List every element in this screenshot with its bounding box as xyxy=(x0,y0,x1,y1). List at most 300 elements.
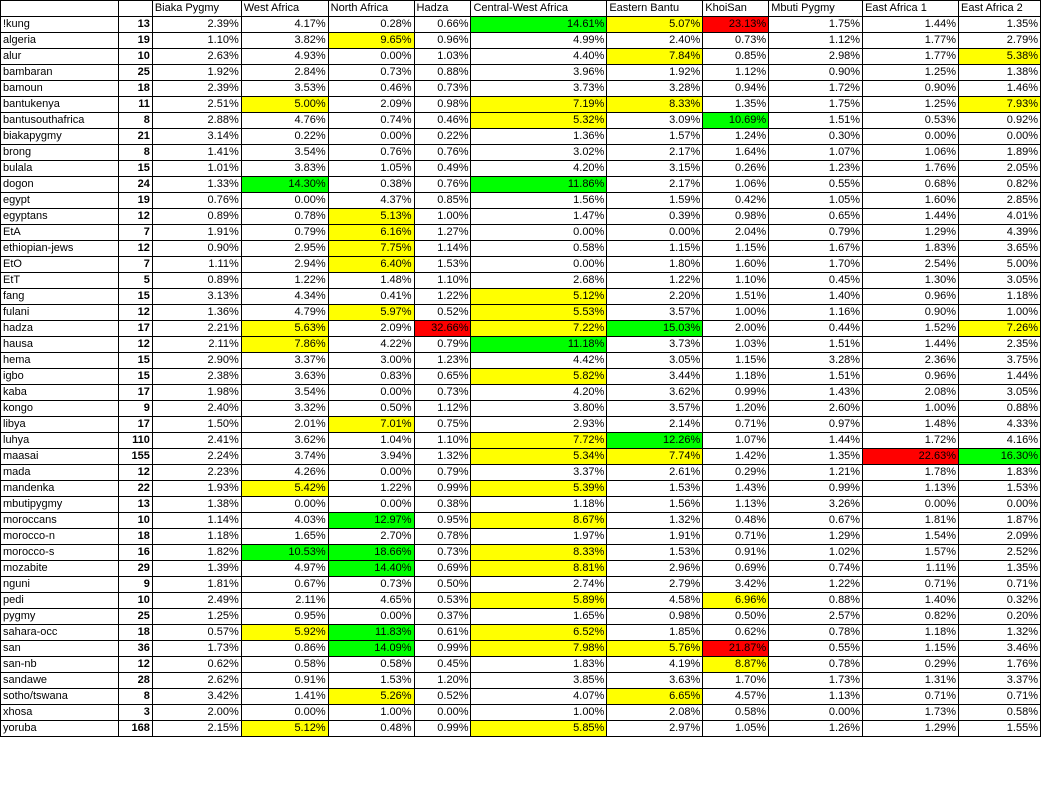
percentage-cell: 0.74% xyxy=(769,561,863,577)
percentage-cell: 1.13% xyxy=(769,689,863,705)
percentage-cell: 8.81% xyxy=(471,561,607,577)
population-name-cell: mozabite xyxy=(1,561,119,577)
percentage-cell: 0.00% xyxy=(769,705,863,721)
percentage-cell: 2.15% xyxy=(152,721,241,737)
percentage-cell: 2.41% xyxy=(152,433,241,449)
percentage-cell: 1.85% xyxy=(607,625,703,641)
percentage-cell: 1.77% xyxy=(863,49,959,65)
percentage-cell: 2.40% xyxy=(607,33,703,49)
percentage-cell: 1.73% xyxy=(769,673,863,689)
percentage-cell: 22.63% xyxy=(863,449,959,465)
table-row xyxy=(1,529,1041,545)
population-name-cell: EtO xyxy=(1,257,119,273)
percentage-cell: 2.08% xyxy=(607,705,703,721)
population-name-cell: nguni xyxy=(1,577,119,593)
percentage-cell: 2.24% xyxy=(152,449,241,465)
sample-count-cell: 11 xyxy=(118,97,152,113)
percentage-cell: 0.98% xyxy=(414,97,471,113)
percentage-cell: 0.74% xyxy=(328,113,414,129)
sample-count-cell: 18 xyxy=(118,529,152,545)
percentage-cell: 5.97% xyxy=(328,305,414,321)
percentage-cell: 1.10% xyxy=(152,33,241,49)
percentage-cell: 0.73% xyxy=(414,81,471,97)
percentage-cell: 2.61% xyxy=(607,465,703,481)
sample-count-cell: 9 xyxy=(118,401,152,417)
table-row xyxy=(1,561,1041,577)
population-name-cell: san-nb xyxy=(1,657,119,673)
percentage-cell: 0.97% xyxy=(769,417,863,433)
percentage-cell: 1.33% xyxy=(152,177,241,193)
percentage-cell: 0.00% xyxy=(414,705,471,721)
percentage-cell: 1.65% xyxy=(241,529,328,545)
table-row xyxy=(1,369,1041,385)
population-name-cell: EtT xyxy=(1,273,119,289)
population-name-cell: maasai xyxy=(1,449,119,465)
population-name-cell: kaba xyxy=(1,385,119,401)
percentage-cell: 0.73% xyxy=(414,385,471,401)
percentage-cell: 4.79% xyxy=(241,305,328,321)
percentage-cell: 1.11% xyxy=(863,561,959,577)
percentage-cell: 4.97% xyxy=(241,561,328,577)
percentage-cell: 0.78% xyxy=(241,209,328,225)
percentage-cell: 0.49% xyxy=(414,161,471,177)
percentage-cell: 5.13% xyxy=(328,209,414,225)
percentage-cell: 1.91% xyxy=(152,225,241,241)
percentage-cell: 0.62% xyxy=(152,657,241,673)
percentage-cell: 1.44% xyxy=(769,433,863,449)
percentage-cell: 0.82% xyxy=(958,177,1040,193)
table-row xyxy=(1,465,1041,481)
percentage-cell: 1.00% xyxy=(703,305,769,321)
sample-count-cell: 12 xyxy=(118,465,152,481)
header-west-africa: West Africa xyxy=(241,1,328,17)
percentage-cell: 8.33% xyxy=(471,545,607,561)
population-name-cell: morocco-n xyxy=(1,529,119,545)
percentage-cell: 1.11% xyxy=(152,257,241,273)
percentage-cell: 0.99% xyxy=(703,385,769,401)
table-row xyxy=(1,209,1041,225)
percentage-cell: 7.86% xyxy=(241,337,328,353)
percentage-cell: 2.01% xyxy=(241,417,328,433)
percentage-cell: 0.00% xyxy=(241,193,328,209)
percentage-cell: 0.00% xyxy=(328,609,414,625)
percentage-cell: 1.44% xyxy=(863,209,959,225)
percentage-cell: 1.25% xyxy=(152,609,241,625)
table-row xyxy=(1,513,1041,529)
percentage-cell: 3.32% xyxy=(241,401,328,417)
table-row xyxy=(1,641,1041,657)
population-name-cell: dogon xyxy=(1,177,119,193)
population-name-cell: bantukenya xyxy=(1,97,119,113)
percentage-cell: 1.53% xyxy=(607,545,703,561)
table-row xyxy=(1,161,1041,177)
sample-count-cell: 5 xyxy=(118,273,152,289)
header-east-africa-2: East Africa 2 xyxy=(958,1,1040,17)
sample-count-cell: 15 xyxy=(118,353,152,369)
percentage-cell: 7.19% xyxy=(471,97,607,113)
percentage-cell: 1.27% xyxy=(414,225,471,241)
percentage-cell: 3.94% xyxy=(328,449,414,465)
percentage-cell: 3.09% xyxy=(607,113,703,129)
percentage-cell: 1.01% xyxy=(152,161,241,177)
table-row xyxy=(1,17,1041,33)
percentage-cell: 1.22% xyxy=(241,273,328,289)
percentage-cell: 1.18% xyxy=(863,625,959,641)
percentage-cell: 0.45% xyxy=(769,273,863,289)
table-row xyxy=(1,689,1041,705)
percentage-cell: 4.93% xyxy=(241,49,328,65)
percentage-cell: 2.63% xyxy=(152,49,241,65)
sample-count-cell: 22 xyxy=(118,481,152,497)
percentage-cell: 1.75% xyxy=(769,97,863,113)
percentage-cell: 1.29% xyxy=(863,721,959,737)
percentage-cell: 3.37% xyxy=(958,673,1040,689)
percentage-cell: 5.34% xyxy=(471,449,607,465)
percentage-cell: 12.97% xyxy=(328,513,414,529)
sample-count-cell: 18 xyxy=(118,81,152,97)
percentage-cell: 1.92% xyxy=(152,65,241,81)
percentage-cell: 0.76% xyxy=(414,145,471,161)
percentage-cell: 1.06% xyxy=(863,145,959,161)
percentage-cell: 1.51% xyxy=(769,337,863,353)
percentage-cell: 0.67% xyxy=(241,577,328,593)
population-name-cell: ethiopian-jews xyxy=(1,241,119,257)
percentage-cell: 1.05% xyxy=(328,161,414,177)
percentage-cell: 0.55% xyxy=(769,641,863,657)
percentage-cell: 1.29% xyxy=(863,225,959,241)
percentage-cell: 3.00% xyxy=(328,353,414,369)
percentage-cell: 0.38% xyxy=(414,497,471,513)
percentage-cell: 2.20% xyxy=(607,289,703,305)
percentage-cell: 0.85% xyxy=(703,49,769,65)
population-name-cell: bantusouthafrica xyxy=(1,113,119,129)
percentage-cell: 0.67% xyxy=(769,513,863,529)
percentage-cell: 3.26% xyxy=(769,497,863,513)
percentage-cell: 14.61% xyxy=(471,17,607,33)
percentage-cell: 2.11% xyxy=(241,593,328,609)
percentage-cell: 7.72% xyxy=(471,433,607,449)
percentage-cell: 5.76% xyxy=(607,641,703,657)
percentage-cell: 1.70% xyxy=(769,257,863,273)
percentage-cell: 4.99% xyxy=(471,33,607,49)
percentage-cell: 0.68% xyxy=(863,177,959,193)
percentage-cell: 2.79% xyxy=(607,577,703,593)
percentage-cell: 1.93% xyxy=(152,481,241,497)
header-eastern-bantu: Eastern Bantu xyxy=(607,1,703,17)
header-cell-name xyxy=(1,1,119,17)
percentage-cell: 1.60% xyxy=(703,257,769,273)
percentage-cell: 2.17% xyxy=(607,145,703,161)
percentage-cell: 0.00% xyxy=(328,497,414,513)
percentage-cell: 4.07% xyxy=(471,689,607,705)
table-row xyxy=(1,129,1041,145)
percentage-cell: 0.71% xyxy=(703,529,769,545)
population-name-cell: brong xyxy=(1,145,119,161)
percentage-cell: 5.07% xyxy=(607,17,703,33)
table-row xyxy=(1,593,1041,609)
percentage-cell: 1.60% xyxy=(863,193,959,209)
percentage-cell: 1.23% xyxy=(769,161,863,177)
percentage-cell: 3.14% xyxy=(152,129,241,145)
percentage-cell: 5.85% xyxy=(471,721,607,737)
percentage-cell: 0.45% xyxy=(414,657,471,673)
percentage-cell: 5.39% xyxy=(471,481,607,497)
percentage-cell: 1.39% xyxy=(152,561,241,577)
percentage-cell: 2.98% xyxy=(769,49,863,65)
percentage-cell: 0.88% xyxy=(414,65,471,81)
percentage-cell: 5.89% xyxy=(471,593,607,609)
percentage-cell: 0.28% xyxy=(328,17,414,33)
percentage-cell: 3.82% xyxy=(241,33,328,49)
percentage-cell: 2.68% xyxy=(471,273,607,289)
sample-count-cell: 18 xyxy=(118,625,152,641)
percentage-cell: 5.38% xyxy=(958,49,1040,65)
percentage-cell: 7.22% xyxy=(471,321,607,337)
percentage-cell: 0.95% xyxy=(414,513,471,529)
percentage-cell: 1.97% xyxy=(471,529,607,545)
percentage-cell: 0.99% xyxy=(414,641,471,657)
percentage-cell: 1.00% xyxy=(958,305,1040,321)
percentage-cell: 1.25% xyxy=(863,97,959,113)
percentage-cell: 8.67% xyxy=(471,513,607,529)
sample-count-cell: 15 xyxy=(118,369,152,385)
percentage-cell: 1.12% xyxy=(414,401,471,417)
percentage-cell: 2.79% xyxy=(958,33,1040,49)
percentage-cell: 1.03% xyxy=(703,337,769,353)
percentage-cell: 0.30% xyxy=(769,129,863,145)
sample-count-cell: 10 xyxy=(118,593,152,609)
percentage-cell: 0.99% xyxy=(414,721,471,737)
percentage-cell: 1.16% xyxy=(769,305,863,321)
percentage-cell: 5.42% xyxy=(241,481,328,497)
percentage-cell: 1.15% xyxy=(863,641,959,657)
percentage-cell: 0.20% xyxy=(958,609,1040,625)
percentage-cell: 1.21% xyxy=(769,465,863,481)
percentage-cell: 0.50% xyxy=(328,401,414,417)
percentage-cell: 0.95% xyxy=(241,609,328,625)
percentage-cell: 1.00% xyxy=(863,401,959,417)
percentage-cell: 0.22% xyxy=(241,129,328,145)
percentage-cell: 0.98% xyxy=(607,609,703,625)
percentage-cell: 1.83% xyxy=(863,241,959,257)
percentage-cell: 1.80% xyxy=(607,257,703,273)
percentage-cell: 0.50% xyxy=(414,577,471,593)
sample-count-cell: 13 xyxy=(118,497,152,513)
percentage-cell: 5.12% xyxy=(241,721,328,737)
percentage-cell: 0.46% xyxy=(414,113,471,129)
percentage-cell: 0.57% xyxy=(152,625,241,641)
percentage-cell: 2.52% xyxy=(958,545,1040,561)
percentage-cell: 0.53% xyxy=(863,113,959,129)
percentage-cell: 0.00% xyxy=(863,497,959,513)
percentage-cell: 0.46% xyxy=(328,81,414,97)
percentage-cell: 1.82% xyxy=(152,545,241,561)
header-cell-count xyxy=(118,1,152,17)
percentage-cell: 1.14% xyxy=(152,513,241,529)
table-row xyxy=(1,321,1041,337)
percentage-cell: 2.08% xyxy=(863,385,959,401)
percentage-cell: 2.49% xyxy=(152,593,241,609)
percentage-cell: 1.20% xyxy=(414,673,471,689)
percentage-cell: 11.86% xyxy=(471,177,607,193)
percentage-cell: 16.30% xyxy=(958,449,1040,465)
percentage-cell: 2.84% xyxy=(241,65,328,81)
header-biaka-pygmy: Biaka Pygmy xyxy=(152,1,241,17)
percentage-cell: 0.71% xyxy=(958,577,1040,593)
population-name-cell: egypt xyxy=(1,193,119,209)
percentage-cell: 1.18% xyxy=(703,369,769,385)
percentage-cell: 0.00% xyxy=(958,497,1040,513)
percentage-cell: 18.66% xyxy=(328,545,414,561)
percentage-cell: 0.29% xyxy=(863,657,959,673)
percentage-cell: 1.92% xyxy=(607,65,703,81)
header-hadza: Hadza xyxy=(414,1,471,17)
population-name-cell: bamoun xyxy=(1,81,119,97)
percentage-cell: 1.53% xyxy=(958,481,1040,497)
percentage-cell: 3.42% xyxy=(152,689,241,705)
percentage-cell: 3.54% xyxy=(241,385,328,401)
header-mbuti-pygmy: Mbuti Pygmy xyxy=(769,1,863,17)
percentage-cell: 0.38% xyxy=(328,177,414,193)
percentage-cell: 0.73% xyxy=(328,65,414,81)
percentage-cell: 1.23% xyxy=(414,353,471,369)
percentage-cell: 0.00% xyxy=(328,129,414,145)
percentage-cell: 1.22% xyxy=(328,481,414,497)
sample-count-cell: 19 xyxy=(118,33,152,49)
percentage-cell: 0.00% xyxy=(958,129,1040,145)
percentage-cell: 1.24% xyxy=(703,129,769,145)
percentage-cell: 4.76% xyxy=(241,113,328,129)
percentage-cell: 1.20% xyxy=(703,401,769,417)
percentage-cell: 0.71% xyxy=(958,689,1040,705)
percentage-cell: 1.59% xyxy=(607,193,703,209)
percentage-cell: 1.56% xyxy=(607,497,703,513)
percentage-cell: 2.14% xyxy=(607,417,703,433)
percentage-cell: 1.15% xyxy=(703,353,769,369)
percentage-cell: 0.58% xyxy=(958,705,1040,721)
percentage-cell: 3.15% xyxy=(607,161,703,177)
population-name-cell: libya xyxy=(1,417,119,433)
percentage-cell: 0.75% xyxy=(414,417,471,433)
percentage-cell: 1.81% xyxy=(152,577,241,593)
percentage-cell: 1.02% xyxy=(769,545,863,561)
sample-count-cell: 8 xyxy=(118,689,152,705)
table-row xyxy=(1,417,1041,433)
percentage-cell: 2.94% xyxy=(241,257,328,273)
population-name-cell: sahara-occ xyxy=(1,625,119,641)
population-name-cell: biakapygmy xyxy=(1,129,119,145)
percentage-cell: 0.88% xyxy=(769,593,863,609)
percentage-cell: 0.26% xyxy=(703,161,769,177)
percentage-cell: 0.32% xyxy=(958,593,1040,609)
percentage-cell: 1.15% xyxy=(607,241,703,257)
sample-count-cell: 8 xyxy=(118,145,152,161)
percentage-cell: 1.83% xyxy=(471,657,607,673)
percentage-cell: 2.39% xyxy=(152,81,241,97)
percentage-cell: 2.93% xyxy=(471,417,607,433)
percentage-cell: 0.86% xyxy=(241,641,328,657)
percentage-cell: 0.73% xyxy=(328,577,414,593)
percentage-cell: 0.92% xyxy=(958,113,1040,129)
percentage-cell: 1.13% xyxy=(863,481,959,497)
sample-count-cell: 15 xyxy=(118,161,152,177)
header-khoisan: KhoiSan xyxy=(703,1,769,17)
percentage-cell: 0.00% xyxy=(607,225,703,241)
percentage-cell: 1.44% xyxy=(863,17,959,33)
percentage-cell: 0.69% xyxy=(703,561,769,577)
percentage-cell: 1.51% xyxy=(769,113,863,129)
percentage-cell: 1.07% xyxy=(703,433,769,449)
sample-count-cell: 3 xyxy=(118,705,152,721)
percentage-cell: 0.99% xyxy=(769,481,863,497)
table-row xyxy=(1,97,1041,113)
table-row xyxy=(1,33,1041,49)
percentage-cell: 5.00% xyxy=(241,97,328,113)
percentage-cell: 3.57% xyxy=(607,305,703,321)
percentage-cell: 3.75% xyxy=(958,353,1040,369)
percentage-cell: 1.00% xyxy=(328,705,414,721)
percentage-cell: 0.98% xyxy=(703,209,769,225)
percentage-cell: 1.54% xyxy=(863,529,959,545)
percentage-cell: 3.73% xyxy=(471,81,607,97)
percentage-cell: 1.41% xyxy=(241,689,328,705)
sample-count-cell: 12 xyxy=(118,305,152,321)
percentage-cell: 0.71% xyxy=(863,689,959,705)
sample-count-cell: 17 xyxy=(118,385,152,401)
percentage-cell: 1.64% xyxy=(703,145,769,161)
percentage-cell: 1.41% xyxy=(152,145,241,161)
percentage-cell: 3.42% xyxy=(703,577,769,593)
percentage-cell: 0.00% xyxy=(328,465,414,481)
percentage-cell: 1.53% xyxy=(607,481,703,497)
percentage-cell: 0.91% xyxy=(703,545,769,561)
percentage-cell: 1.73% xyxy=(863,705,959,721)
table-row xyxy=(1,49,1041,65)
percentage-cell: 3.62% xyxy=(241,433,328,449)
percentage-cell: 4.26% xyxy=(241,465,328,481)
percentage-cell: 0.89% xyxy=(152,209,241,225)
percentage-cell: 1.18% xyxy=(958,289,1040,305)
percentage-cell: 1.46% xyxy=(958,81,1040,97)
percentage-cell: 1.32% xyxy=(958,625,1040,641)
population-name-cell: sandawe xyxy=(1,673,119,689)
percentage-cell: 0.69% xyxy=(414,561,471,577)
percentage-cell: 1.29% xyxy=(769,529,863,545)
header-east-africa-1: East Africa 1 xyxy=(863,1,959,17)
table-row xyxy=(1,673,1041,689)
percentage-cell: 1.43% xyxy=(769,385,863,401)
percentage-cell: 0.00% xyxy=(328,385,414,401)
percentage-cell: 1.50% xyxy=(152,417,241,433)
population-name-cell: mbutipygmy xyxy=(1,497,119,513)
percentage-cell: 1.18% xyxy=(152,529,241,545)
percentage-cell: 7.98% xyxy=(471,641,607,657)
percentage-cell: 4.17% xyxy=(241,17,328,33)
percentage-cell: 4.65% xyxy=(328,593,414,609)
percentage-cell: 0.39% xyxy=(607,209,703,225)
percentage-cell: 2.60% xyxy=(769,401,863,417)
percentage-cell: 2.09% xyxy=(328,97,414,113)
percentage-cell: 1.38% xyxy=(958,65,1040,81)
sample-count-cell: 12 xyxy=(118,337,152,353)
percentage-cell: 1.18% xyxy=(471,497,607,513)
percentage-cell: 1.72% xyxy=(863,433,959,449)
table-row xyxy=(1,657,1041,673)
percentage-cell: 6.96% xyxy=(703,593,769,609)
percentage-cell: 3.37% xyxy=(241,353,328,369)
percentage-cell: 12.26% xyxy=(607,433,703,449)
percentage-cell: 1.30% xyxy=(863,273,959,289)
